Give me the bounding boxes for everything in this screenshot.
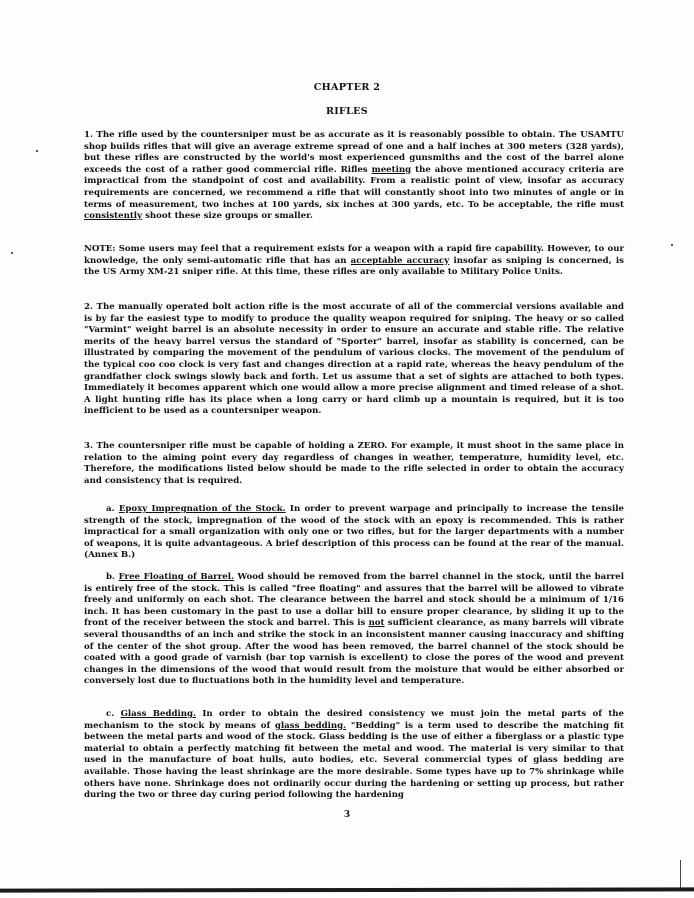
- paragraph-b-heading: Free Floating of Barrel.: [118, 572, 234, 582]
- paragraph-b-text-a: Wood should be removed from the barrel channel in the stock, until the barrel is entirely free of the stock. This is called "free floating" and assures that the barrel will be allowed to vibrate freely and uniformly on each shot. The clearance between the barrel and stock should be a minimum of 1/16 inch. It has been customary in the past to use a dollar bill to ensure proper clearance, by sliding it up to the front of the receiver between the stock and barrel. This is: [84, 572, 624, 629]
- paragraph-a-heading: Epoxy Impregnation of the Stock.: [118, 504, 286, 514]
- section-title: RIFLES: [325, 106, 369, 117]
- scan-speck: [671, 244, 673, 246]
- paragraph-1-underline-consistently: consistently: [84, 211, 143, 222]
- paragraph-c-text-a: In order to obtain the desired consistency we must join the metal parts of the mechanism to the stock by means of: [84, 709, 625, 731]
- paragraph-2: 2. The manually operated bolt action rifle is the most accurate of all of the commercial versions available and is by far the easiest type to modify to produce the quality weapon required for sniping. The heavy or so called "Varmint" weight barrel is an absolute necessity in order to ensure an accurate and stable rifle. The relative merits of the heavy barrel versus the standard of "Sporter" barrel, insofar as stability is concerned, can be illustrated by comparing the movement of the pendulum of various clocks. The movement of the pendulum of the typical coo coo clock is very fast and changes direction at a rapid rate, whereas the heavy pendulum of the grandfather clock swings slowly back and forth. Let us assume that a set of sights are attached to both types. Immediately it becomes apparent which one would allow a more precise alignment and timed release of a shot. A light hunting rifle has its place when a long carry or hard climb up a mountain is required, but it is too inefficient to be used as a countersniper weapon.: [84, 302, 624, 417]
- paragraph-1-text-a: 1. The rifle used by the countersniper must be as accurate as it is reasonably possible to obtain. The USAMTU shop builds rifles that will give an average extreme spread of one and a half inches at 300 meters (328 yards), but these rifles are constructed by the world's most experienced gunsmiths and the cost of the barrel alone exceeds the cost of a rather good commercial rifle. Rifles: [84, 130, 624, 175]
- paragraph-b-underline-not: not: [368, 618, 385, 629]
- paragraph-a-text: In order to prevent warpage and principally to increase the tensile strength of the stock, impregnation of the wood of the stock with an epoxy is recommended. This is rather impractical for a small organization with only one or two rifles, but for the larger departments with a number of weapons, it is quite advantageous. A brief description of this process can be found at the rear of the manual. (Annex B.): [84, 504, 624, 561]
- paragraph-1: [84, 130, 624, 223]
- paragraph-c-underline-glass-bedding: glass bedding.: [274, 720, 347, 731]
- note-text-b: insofar as sniping is concerned, is the US Army XM-21 sniper rifle. At this time, these rifles are only available to Military Police Units.: [84, 255, 624, 278]
- paragraph-1-underline-meeting: meeting: [371, 164, 412, 175]
- paragraph-1-text-b: the above mentioned accuracy criteria are impractical from the standpoint of cost and availability. From a realistic point of view, insofar as accuracy requirements are concerned, we recommend a rifle that will constantly shoot into two minutes of angle or in terms of measurement, two inches at 100 yards, six inches at 300 yards, etc. To be acceptable, the rifle must: [84, 164, 624, 210]
- scan-speck: [11, 252, 13, 254]
- paragraph-c-heading: Glass Bedding.: [120, 709, 197, 719]
- paragraph-c-text-b: "Bedding" is a term used to describe the matching fit between the metal parts and wood of the stock. Glass bedding is the use of either a fiberglass or a plastic type material to obtain a perfectly matching fit between the metal and wood. The material is very similar to that used in the manufacture of boat hulls, auto bodies, etc. Several commercial types of glass bedding are available. Those having the least shrinkage are the more desirable. Some types have up to 7% shrinkage while others have none. Shrinkage does not ordinarily occur during the hardening or setting up process, but rather during the two or three day curing period following the hardening: [84, 720, 624, 801]
- chapter-heading: CHAPTER 2: [313, 82, 381, 93]
- paragraph-b-text-b: sufficient clearance, as many barrels will vibrate several thousandths of an inch and strike the stock in an inconsistent manner causing inaccuracy and shifting of the center of the shot group. After the wood has been removed, the barrel channel of the stock should be coated with a good grade of varnish (bar top varnish is excellent) to close the pores of the wood and prevent changes in the dimensions of the wood that would result from the moisture that would be either absorbed or conversely lost due to fluctuations both in the humidity level and temperature.: [84, 618, 624, 687]
- paragraph-a-label: a.: [106, 504, 119, 514]
- note-underline: acceptable accuracy: [350, 255, 450, 266]
- paragraph-b: [84, 572, 624, 688]
- note-paragraph: [84, 244, 624, 279]
- paragraph-1-text-c: shoot these size groups or smaller.: [142, 211, 313, 222]
- scan-edge-line: [680, 860, 681, 890]
- paragraph-3: 3. The countersniper rifle must be capable of holding a ZERO. For example, it must shoot in the same place in relation to the aiming point every day regardless of changes in weather, temperature, humidity level, etc. Therefore, the modifications listed below should be made to the rifle selected in order to obtain the accuracy and consistency that is required.: [84, 441, 624, 486]
- page-number: 3: [343, 810, 351, 820]
- note-text-a: NOTE: Some users may feel that a requirement exists for a weapon with a rapid fire capability. However, to our knowledge, the only semi-automatic rifle that has an: [84, 244, 624, 266]
- scan-speck: [36, 150, 38, 152]
- paragraph-c: [84, 709, 624, 802]
- paragraph-a: [84, 504, 624, 562]
- scan-bottom-border: [0, 887, 694, 892]
- paragraph-b-label: b.: [106, 572, 119, 582]
- paragraph-c-label: c.: [106, 709, 121, 719]
